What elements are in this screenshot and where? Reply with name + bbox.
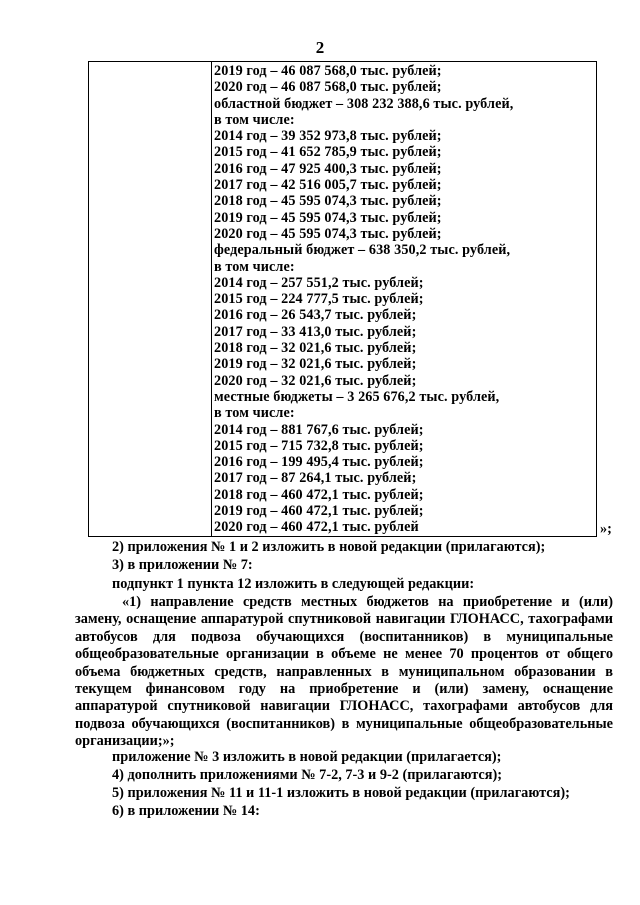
table-line: 2017 год – 33 413,0 тыс. рублей; (214, 323, 417, 340)
table-closing-quote: »; (600, 521, 612, 537)
paragraph-appendix-14: 6) в приложении № 14: (112, 803, 260, 819)
table-line: 2018 год – 45 595 074,3 тыс. рублей; (214, 193, 442, 210)
table-line: 2020 год – 45 595 074,3 тыс. рублей; (214, 225, 442, 242)
table-line: федеральный бюджет – 638 350,2 тыс. рублей, (214, 242, 511, 259)
table-line: в том числе: (214, 111, 295, 128)
paragraph-quoted-subpoint: «1) направление средств местных бюджетов на приобретение и (или) замену, оснащение аппаратурой спутниковой навигации ГЛОНАСС, тахографами автобусов для подвоза обучающихся (воспитанников) в муниципальные общеобразовательные организации в объеме не менее 70 процентов от общего объема бюджетных средств, направленных в муниципальном образовании в текущем финансовом году на приобретение и (или) замену, оснащение аппаратурой спутниковой навигации ГЛОНАСС, тахографами автобусов для подвоза обучающихся (воспитанников) в муниципальные общеобразовательные организации;»; (75, 594, 613, 750)
table-text-column (214, 63, 594, 536)
table-line: 2017 год – 42 516 005,7 тыс. рублей; (214, 177, 442, 194)
funding-table (88, 61, 597, 537)
table-line: 2015 год – 224 777,5 тыс. рублей; (214, 291, 424, 308)
table-line: 2019 год – 460 472,1 тыс. рублей; (214, 503, 424, 520)
table-line: в том числе: (214, 258, 295, 275)
table-line: 2018 год – 32 021,6 тыс. рублей; (214, 340, 417, 357)
table-line: местные бюджеты – 3 265 676,2 тыс. рублей, (214, 388, 500, 405)
table-line: 2016 год – 26 543,7 тыс. рублей; (214, 307, 417, 324)
page-number: 2 (315, 38, 325, 57)
table-line: 2019 год – 32 021,6 тыс. рублей; (214, 356, 417, 373)
table-line: 2019 год – 45 595 074,3 тыс. рублей; (214, 209, 442, 226)
table-line: 2015 год – 715 732,8 тыс. рублей; (214, 437, 424, 454)
paragraph-subpoint-12: подпункт 1 пункта 12 изложить в следующей редакции: (112, 576, 475, 592)
paragraph-appendix-3: приложение № 3 изложить в новой редакции (прилагается); (112, 749, 502, 765)
table-line: 2020 год – 46 087 568,0 тыс. рублей; (214, 79, 442, 96)
table-column-divider (211, 62, 212, 536)
paragraph-appendix-11: 5) приложения № 11 и 11-1 изложить в новой редакции (прилагаются); (112, 785, 570, 801)
paragraph-add-appendices: 4) дополнить приложениями № 7-2, 7-3 и 9-2 (прилагаются); (112, 767, 502, 783)
table-line: 2014 год – 39 352 973,8 тыс. рублей; (214, 128, 442, 145)
table-line: 2018 год – 460 472,1 тыс. рублей; (214, 486, 424, 503)
table-line: 2016 год – 199 495,4 тыс. рублей; (214, 454, 424, 471)
table-line: 2014 год – 881 767,6 тыс. рублей; (214, 421, 424, 438)
table-line: областной бюджет – 308 232 388,6 тыс. рублей, (214, 95, 514, 112)
table-line: 2014 год – 257 551,2 тыс. рублей; (214, 274, 424, 291)
table-line: 2015 год – 41 652 785,9 тыс. рублей; (214, 144, 442, 161)
table-line: 2019 год – 46 087 568,0 тыс. рублей; (214, 63, 442, 79)
table-line: 2017 год – 87 264,1 тыс. рублей; (214, 470, 417, 487)
paragraph-appendix-7: 3) в приложении № 7: (112, 557, 253, 573)
table-line: 2020 год – 460 472,1 тыс. рублей (214, 519, 419, 536)
paragraph-appendix-1-2: 2) приложения № 1 и 2 изложить в новой редакции (прилагаются); (112, 539, 546, 555)
table-line: в том числе: (214, 405, 295, 422)
table-line: 2016 год – 47 925 400,3 тыс. рублей; (214, 160, 442, 177)
table-line: 2020 год – 32 021,6 тыс. рублей; (214, 372, 417, 389)
